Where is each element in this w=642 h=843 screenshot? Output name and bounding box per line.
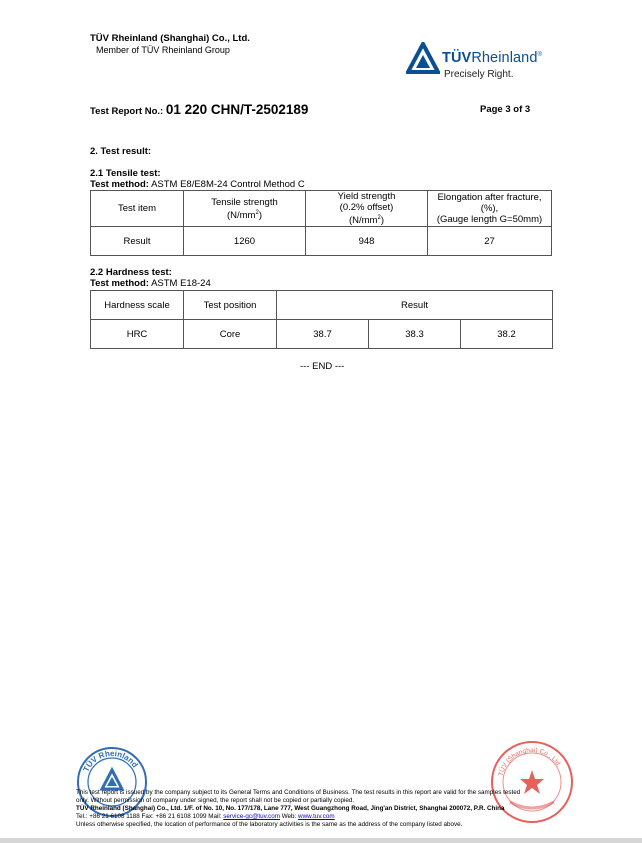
page-bottom-edge xyxy=(0,838,642,843)
tensile-value: 1260 xyxy=(184,227,306,256)
hardness-result-2: 38.3 xyxy=(369,320,461,349)
page-indicator: Page 3 of 3 xyxy=(480,104,531,115)
mail-link[interactable]: service-gc@tuv.com xyxy=(223,813,280,820)
svg-text:TÜV (Shanghai) Co., Ltd.: TÜV (Shanghai) Co., Ltd. xyxy=(497,746,563,777)
hardness-result-3: 38.2 xyxy=(461,320,553,349)
header-elongation: Elongation after fracture, (%), (Gauge length G=50mm) xyxy=(428,191,552,227)
hardness-method: Test method: ASTM E18-24 xyxy=(90,278,211,289)
header-result: Result xyxy=(277,291,553,320)
tuv-triangle-icon xyxy=(406,42,440,76)
elongation-value: 27 xyxy=(428,227,552,256)
report-number xyxy=(90,102,308,117)
tensile-heading: 2.1 Tensile test: xyxy=(90,168,161,179)
tensile-method: Test method: ASTM E8/E8M-24 Control Method C xyxy=(90,179,305,190)
header-tensile-strength: Tensile strength $(N/mm^2)$ xyxy=(184,191,306,227)
yield-value: 948 xyxy=(306,227,428,256)
footer-disclaimer-1: This test report is issued by the company subject to its General Terms and Conditions of Business. The test results in this report are valid for the samples tested xyxy=(76,789,521,796)
tuv-logo xyxy=(406,40,566,84)
header-hardness-scale: Hardness scale xyxy=(91,291,184,320)
company-name: TÜV Rheinland (Shanghai) Co., Ltd. xyxy=(90,33,250,44)
tensile-table xyxy=(90,190,552,256)
end-marker: --- END --- xyxy=(300,361,345,372)
report-number-value: 01 220 CHN/T-2502189 xyxy=(165,102,309,117)
hardness-heading: 2.2 Hardness test: xyxy=(90,267,172,278)
footer-contacts: Tel.: +86 21 6108 1188 Fax: +86 21 6108 1099 Mail: service-gc@tuv.com Web: www.tuv.com xyxy=(76,813,335,820)
group-membership: Member of TÜV Rheinland Group xyxy=(96,45,230,55)
hardness-result-1: 38.7 xyxy=(277,320,369,349)
table-header-row xyxy=(91,191,552,227)
row-label: Result xyxy=(91,227,184,256)
hardness-scale-value: HRC xyxy=(91,320,184,349)
hardness-table xyxy=(90,290,553,349)
table-row xyxy=(91,320,553,349)
footer-disclaimer-2: only. Without permission of company under signed, the report shall not be copied or partially copied. xyxy=(76,797,355,804)
report-number-label: Test Report No.: xyxy=(90,106,164,117)
web-link[interactable]: www.tuv.com xyxy=(298,813,335,820)
header-test-item: Test item xyxy=(91,191,184,227)
table-row xyxy=(91,227,552,256)
test-position-value: Core xyxy=(184,320,277,349)
logo-tagline: Precisely Right. xyxy=(444,69,514,80)
section-title: 2. Test result: xyxy=(90,146,152,157)
footer-location-note: Unless otherwise specified, the location of performance of the laboratory activities is the same as the address of the company listed above. xyxy=(76,821,463,828)
header-yield-strength: Yield strength (0.2% offset) $(N/mm^2)$ xyxy=(306,191,428,227)
header-test-position: Test position xyxy=(184,291,277,320)
logo-wordmark: TÜVRheinland® xyxy=(442,50,543,66)
table-header-row xyxy=(91,291,553,320)
footer-address: TÜV Rheinland (Shanghai) Co., Ltd. 1/F. of No. 10, No. 177/178, Lane 777, West Guangzhong Road, Jing'an District, Shanghai 200072, P.R. China xyxy=(76,805,505,812)
svg-text:TÜV Rheinland: TÜV Rheinland xyxy=(81,748,140,774)
